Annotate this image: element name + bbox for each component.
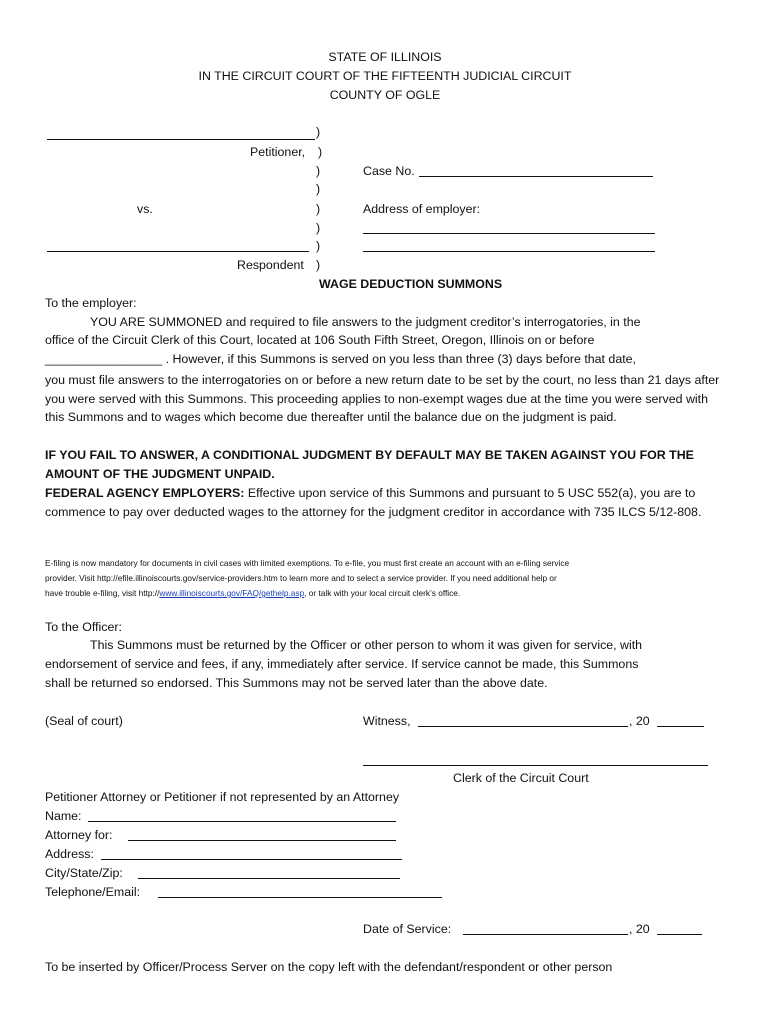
seal-of-court-label: (Seal of court)	[45, 714, 123, 728]
header-court: IN THE CIRCUIT COURT OF THE FIFTEENTH JUDICIAL CIRCUIT	[198, 69, 572, 83]
caption-paren: )	[316, 202, 321, 216]
caption-paren: )	[316, 258, 321, 272]
employer-address-line-1[interactable]	[363, 233, 655, 234]
attorney-address-line[interactable]	[101, 859, 402, 860]
efiling-line-3-pre: have trouble e-filing, visit http://	[45, 588, 160, 598]
case-no-label: Case No.	[363, 164, 415, 178]
caption-paren: )	[316, 125, 321, 139]
officer-line-2: endorsement of service and fees, if any, immediately after service. If service cannot be made, this Summons	[45, 657, 639, 671]
officer-line-3: shall be returned so endorsed. This Summons may not be served later than the above date.	[45, 676, 548, 690]
officer-salutation: To the Officer:	[45, 620, 122, 634]
attorney-heading: Petitioner Attorney or Petitioner if not represented by an Attorney	[45, 790, 400, 804]
caption-paren: )	[316, 221, 321, 235]
case-no-line[interactable]	[419, 176, 653, 177]
petitioner-label: Petitioner,	[250, 145, 306, 159]
attorney-phone-label: Telephone/Email:	[45, 885, 141, 899]
date-of-service-label: Date of Service:	[363, 922, 452, 936]
employer-address-line-2[interactable]	[363, 251, 655, 252]
header-state: STATE OF ILLINOIS	[328, 50, 442, 64]
witness-year-line[interactable]	[657, 726, 704, 727]
default-judgment-warning: IF YOU FAIL TO ANSWER, A CONDITIONAL JUDGMENT BY DEFAULT MAY BE TAKEN AGAINST YOU FOR THE AMOUNT OF THE JUDGMENT UNPAID.	[45, 448, 694, 481]
witness-label: Witness,	[363, 714, 411, 728]
attorney-name-label: Name:	[45, 809, 82, 823]
caption-paren: )	[316, 239, 321, 253]
service-year-prefix: , 20	[629, 922, 650, 936]
respondent-name-line[interactable]	[47, 251, 309, 252]
efiling-line-1: E-filing is now mandatory for documents in civil cases with limited exemptions. To e-file, you must first create an account with an e-filing service	[45, 558, 570, 568]
caption-paren: )	[316, 182, 321, 196]
attorney-city-label: City/State/Zip:	[45, 866, 123, 880]
officer-insert-note: To be inserted by Officer/Process Server on the copy left with the defendant/respondent or other person	[45, 960, 613, 974]
efiling-line-3-post: , or talk with your local circuit clerk’s office.	[304, 588, 461, 598]
caption-paren: )	[316, 164, 321, 178]
attorney-for-line[interactable]	[128, 840, 396, 841]
summons-para-rest: you must file answers to the interrogatories on or before a new return date to be set by the court, no less than 21 days after you were served with this Summons. This proceeding applies to non-exempt wages due at the time you were served with this Summons and to wages which become due thereafter until the balance due on the judgment is paid.	[45, 373, 720, 425]
return-date-blank[interactable]: _________________	[45, 352, 163, 366]
summons-para-line-1: YOU ARE SUMMONED and required to file answers to the judgment creditor’s interrogatories, in the	[90, 315, 641, 329]
date-of-service-line[interactable]	[463, 934, 628, 935]
federal-agency-text: Effective upon service of this Summons and pursuant to 5 USC 552(a), you are to commence to pay over deducted wages to the attorney for the judgment creditor in accordance with 735 ILCS 5/12-808.	[45, 486, 702, 519]
vs-label: vs.	[137, 202, 153, 216]
header-county: COUNTY OF OGLE	[329, 88, 441, 102]
employer-salutation: To the employer:	[45, 296, 137, 310]
witness-year-prefix: , 20	[629, 714, 650, 728]
form-title: WAGE DEDUCTION SUMMONS	[319, 277, 503, 291]
summons-para-line-3	[45, 352, 636, 366]
petitioner-name-line[interactable]	[47, 139, 315, 140]
attorney-address-label: Address:	[45, 847, 94, 861]
caption-paren: )	[318, 145, 323, 159]
witness-line[interactable]	[418, 726, 628, 727]
service-year-line[interactable]	[657, 934, 702, 935]
attorney-for-label: Attorney for:	[45, 828, 113, 842]
summons-para-line-3-text: . However, if this Summons is served on you less than three (3) days before that date,	[162, 352, 636, 366]
officer-line-1: This Summons must be returned by the Officer or other person to whom it was given for service, with	[90, 638, 643, 652]
attorney-name-line[interactable]	[88, 821, 396, 822]
efiling-line-2: provider. Visit http://efile.illinoiscourts.gov/service-providers.htm to learn more and to select a service provider. If you need additional help or	[45, 573, 557, 583]
attorney-phone-line[interactable]	[158, 897, 442, 898]
attorney-city-line[interactable]	[138, 878, 400, 879]
federal-agency-paragraph	[45, 484, 727, 521]
clerk-label: Clerk of the Circuit Court	[453, 771, 589, 785]
gethelp-link[interactable]: www.illinoiscourts.gov/FAQ/gethelp.asp	[159, 588, 305, 598]
employer-address-label: Address of employer:	[363, 202, 481, 216]
clerk-signature-line[interactable]	[363, 765, 708, 766]
efiling-line-3	[45, 586, 460, 601]
respondent-label: Respondent	[237, 258, 304, 272]
federal-agency-label: FEDERAL AGENCY EMPLOYERS:	[45, 486, 245, 500]
summons-para-line-2: office of the Circuit Clerk of this Court, located at 106 South Fifth Street, Oregon, Illinois on or before	[45, 333, 595, 347]
